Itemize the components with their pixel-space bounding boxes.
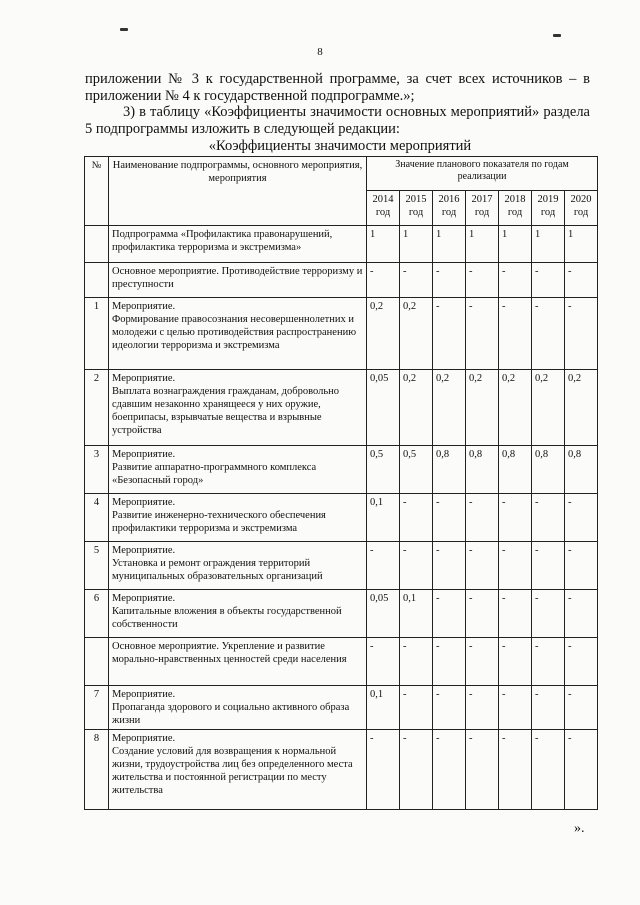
row-value: 0,8	[466, 446, 499, 494]
row-number: 8	[85, 730, 109, 810]
row-number: 4	[85, 494, 109, 542]
row-value: -	[433, 263, 466, 298]
table-title: «Коэффициенты значимости мероприятий	[208, 138, 472, 154]
row-value: 1	[433, 226, 466, 263]
row-name: Мероприятие. Выплата вознаграждения гражданам, добровольно сдавшим незаконно хранящееся у них оружие, боеприпасы, взрывчатые вещества и взрывные устройства	[109, 370, 367, 446]
row-value: -	[367, 638, 400, 686]
coefficients-table	[84, 156, 598, 810]
row-value: -	[433, 298, 466, 370]
row-value: -	[565, 638, 598, 686]
row-number: 1	[85, 298, 109, 370]
row-value: 1	[565, 226, 598, 263]
row-value: -	[565, 263, 598, 298]
row-value: -	[367, 542, 400, 590]
closing-quote: ».	[574, 821, 585, 836]
row-value: 1	[400, 226, 433, 263]
row-value: -	[433, 730, 466, 810]
row-value: -	[532, 686, 565, 730]
row-name: Мероприятие. Капитальные вложения в объекты государственной собственности	[109, 590, 367, 638]
table-row	[85, 226, 598, 263]
row-value: -	[565, 298, 598, 370]
row-value: 0,2	[400, 370, 433, 446]
row-value: -	[532, 263, 565, 298]
row-value: -	[565, 494, 598, 542]
row-value: -	[466, 590, 499, 638]
row-value: -	[400, 638, 433, 686]
row-name: Мероприятие. Развитие инженерно-технического обеспечения профилактики терроризма и экстремизма	[109, 494, 367, 542]
row-value: -	[433, 542, 466, 590]
row-name: Мероприятие. Формирование правосознания несовершеннолетних и молодежи с целью противодействия распространению идеологии терроризма и экстремизма	[109, 298, 367, 370]
row-value: 0,2	[499, 370, 532, 446]
row-value: 0,2	[565, 370, 598, 446]
header-name: Наименование подпрограммы, основного мероприятия, мероприятия	[109, 157, 367, 226]
header-values: Значение планового показателя по годам реализации	[367, 157, 598, 191]
row-value: -	[433, 686, 466, 730]
row-value: -	[433, 494, 466, 542]
row-value: -	[565, 590, 598, 638]
row-value: -	[499, 730, 532, 810]
row-value: -	[499, 263, 532, 298]
row-name: Мероприятие. Развитие аппаратно-программного комплекса «Безопасный город»	[109, 446, 367, 494]
paragraph-1: приложении № 3 к государственной программе, за счет всех источников – в приложении № 4 к государственной подпрограмме.»;	[85, 71, 590, 104]
row-value: -	[466, 298, 499, 370]
header-year: 2019 год	[532, 191, 565, 226]
paragraph-2: 3) в таблицу «Коэффициенты значимости основных мероприятий» раздела 5 подпрограммы изложить в следующей редакции:	[85, 104, 590, 137]
row-value: -	[499, 590, 532, 638]
table-row	[85, 263, 598, 298]
row-value: 0,05	[367, 370, 400, 446]
row-value: -	[532, 298, 565, 370]
table-row	[85, 494, 598, 542]
table-row	[85, 370, 598, 446]
row-value: -	[466, 730, 499, 810]
row-name: Мероприятие. Создание условий для возвращения к нормальной жизни, трудоустройства лиц без определенного места жительства и постоянной регистрации по месту жительства	[109, 730, 367, 810]
row-number	[85, 638, 109, 686]
row-name: Мероприятие. Установка и ремонт ограждения территорий муниципальных образовательных организаций	[109, 542, 367, 590]
row-number: 2	[85, 370, 109, 446]
header-year: 2015 год	[400, 191, 433, 226]
row-value: 0,5	[400, 446, 433, 494]
row-value: -	[433, 590, 466, 638]
row-number: 3	[85, 446, 109, 494]
table-row	[85, 542, 598, 590]
table-row	[85, 298, 598, 370]
row-value: -	[466, 263, 499, 298]
row-value: 0,2	[400, 298, 433, 370]
row-value: -	[532, 494, 565, 542]
row-value: -	[400, 263, 433, 298]
row-value: 0,1	[367, 494, 400, 542]
row-number: 7	[85, 686, 109, 730]
row-value: -	[532, 638, 565, 686]
header-year: 2018 год	[499, 191, 532, 226]
row-value: -	[499, 494, 532, 542]
row-number: 6	[85, 590, 109, 638]
row-value: 1	[532, 226, 565, 263]
table-row	[85, 446, 598, 494]
row-value: -	[400, 494, 433, 542]
row-value: -	[466, 494, 499, 542]
row-value: 0,1	[400, 590, 433, 638]
row-name: Подпрограмма «Профилактика правонарушений, профилактика терроризма и экстремизма»	[109, 226, 367, 263]
row-value: 1	[466, 226, 499, 263]
row-value: -	[565, 542, 598, 590]
row-name: Основное мероприятие. Укрепление и развитие морально-нравственных ценностей среди населения	[109, 638, 367, 686]
row-value: -	[532, 542, 565, 590]
row-value: 1	[499, 226, 532, 263]
row-value: 0,2	[466, 370, 499, 446]
scan-mark	[553, 34, 561, 37]
row-value: 0,05	[367, 590, 400, 638]
row-value: 0,8	[499, 446, 532, 494]
row-value: 1	[367, 226, 400, 263]
header-year: 2020 год	[565, 191, 598, 226]
row-value: -	[400, 542, 433, 590]
row-value: -	[367, 730, 400, 810]
row-value: -	[400, 686, 433, 730]
row-value: -	[565, 730, 598, 810]
row-value: -	[466, 542, 499, 590]
row-name: Основное мероприятие. Противодействие терроризму и преступности	[109, 263, 367, 298]
row-value: -	[499, 638, 532, 686]
table-row	[85, 638, 598, 686]
row-value: -	[499, 686, 532, 730]
row-value: -	[466, 686, 499, 730]
header-year: 2016 год	[433, 191, 466, 226]
row-value: -	[367, 263, 400, 298]
row-number	[85, 263, 109, 298]
row-value: -	[532, 590, 565, 638]
row-value: 0,2	[532, 370, 565, 446]
table-row	[85, 590, 598, 638]
scan-mark	[120, 28, 128, 31]
header-number: №	[85, 157, 109, 226]
row-value: -	[400, 730, 433, 810]
row-value: 0,8	[532, 446, 565, 494]
row-name: Мероприятие. Пропаганда здорового и социально активного образа жизни	[109, 686, 367, 730]
row-value: -	[499, 542, 532, 590]
row-number	[85, 226, 109, 263]
row-value: 0,8	[565, 446, 598, 494]
row-value: -	[565, 686, 598, 730]
row-value: -	[433, 638, 466, 686]
row-value: 0,8	[433, 446, 466, 494]
row-value: 0,2	[433, 370, 466, 446]
row-number: 5	[85, 542, 109, 590]
row-value: 0,1	[367, 686, 400, 730]
row-value: -	[466, 638, 499, 686]
row-value: -	[532, 730, 565, 810]
row-value: 0,2	[367, 298, 400, 370]
row-value: -	[499, 298, 532, 370]
header-year: 2017 год	[466, 191, 499, 226]
row-value: 0,5	[367, 446, 400, 494]
table-row	[85, 686, 598, 730]
header-year: 2014 год	[367, 191, 400, 226]
table-row	[85, 730, 598, 810]
page-number: 8	[317, 46, 323, 58]
